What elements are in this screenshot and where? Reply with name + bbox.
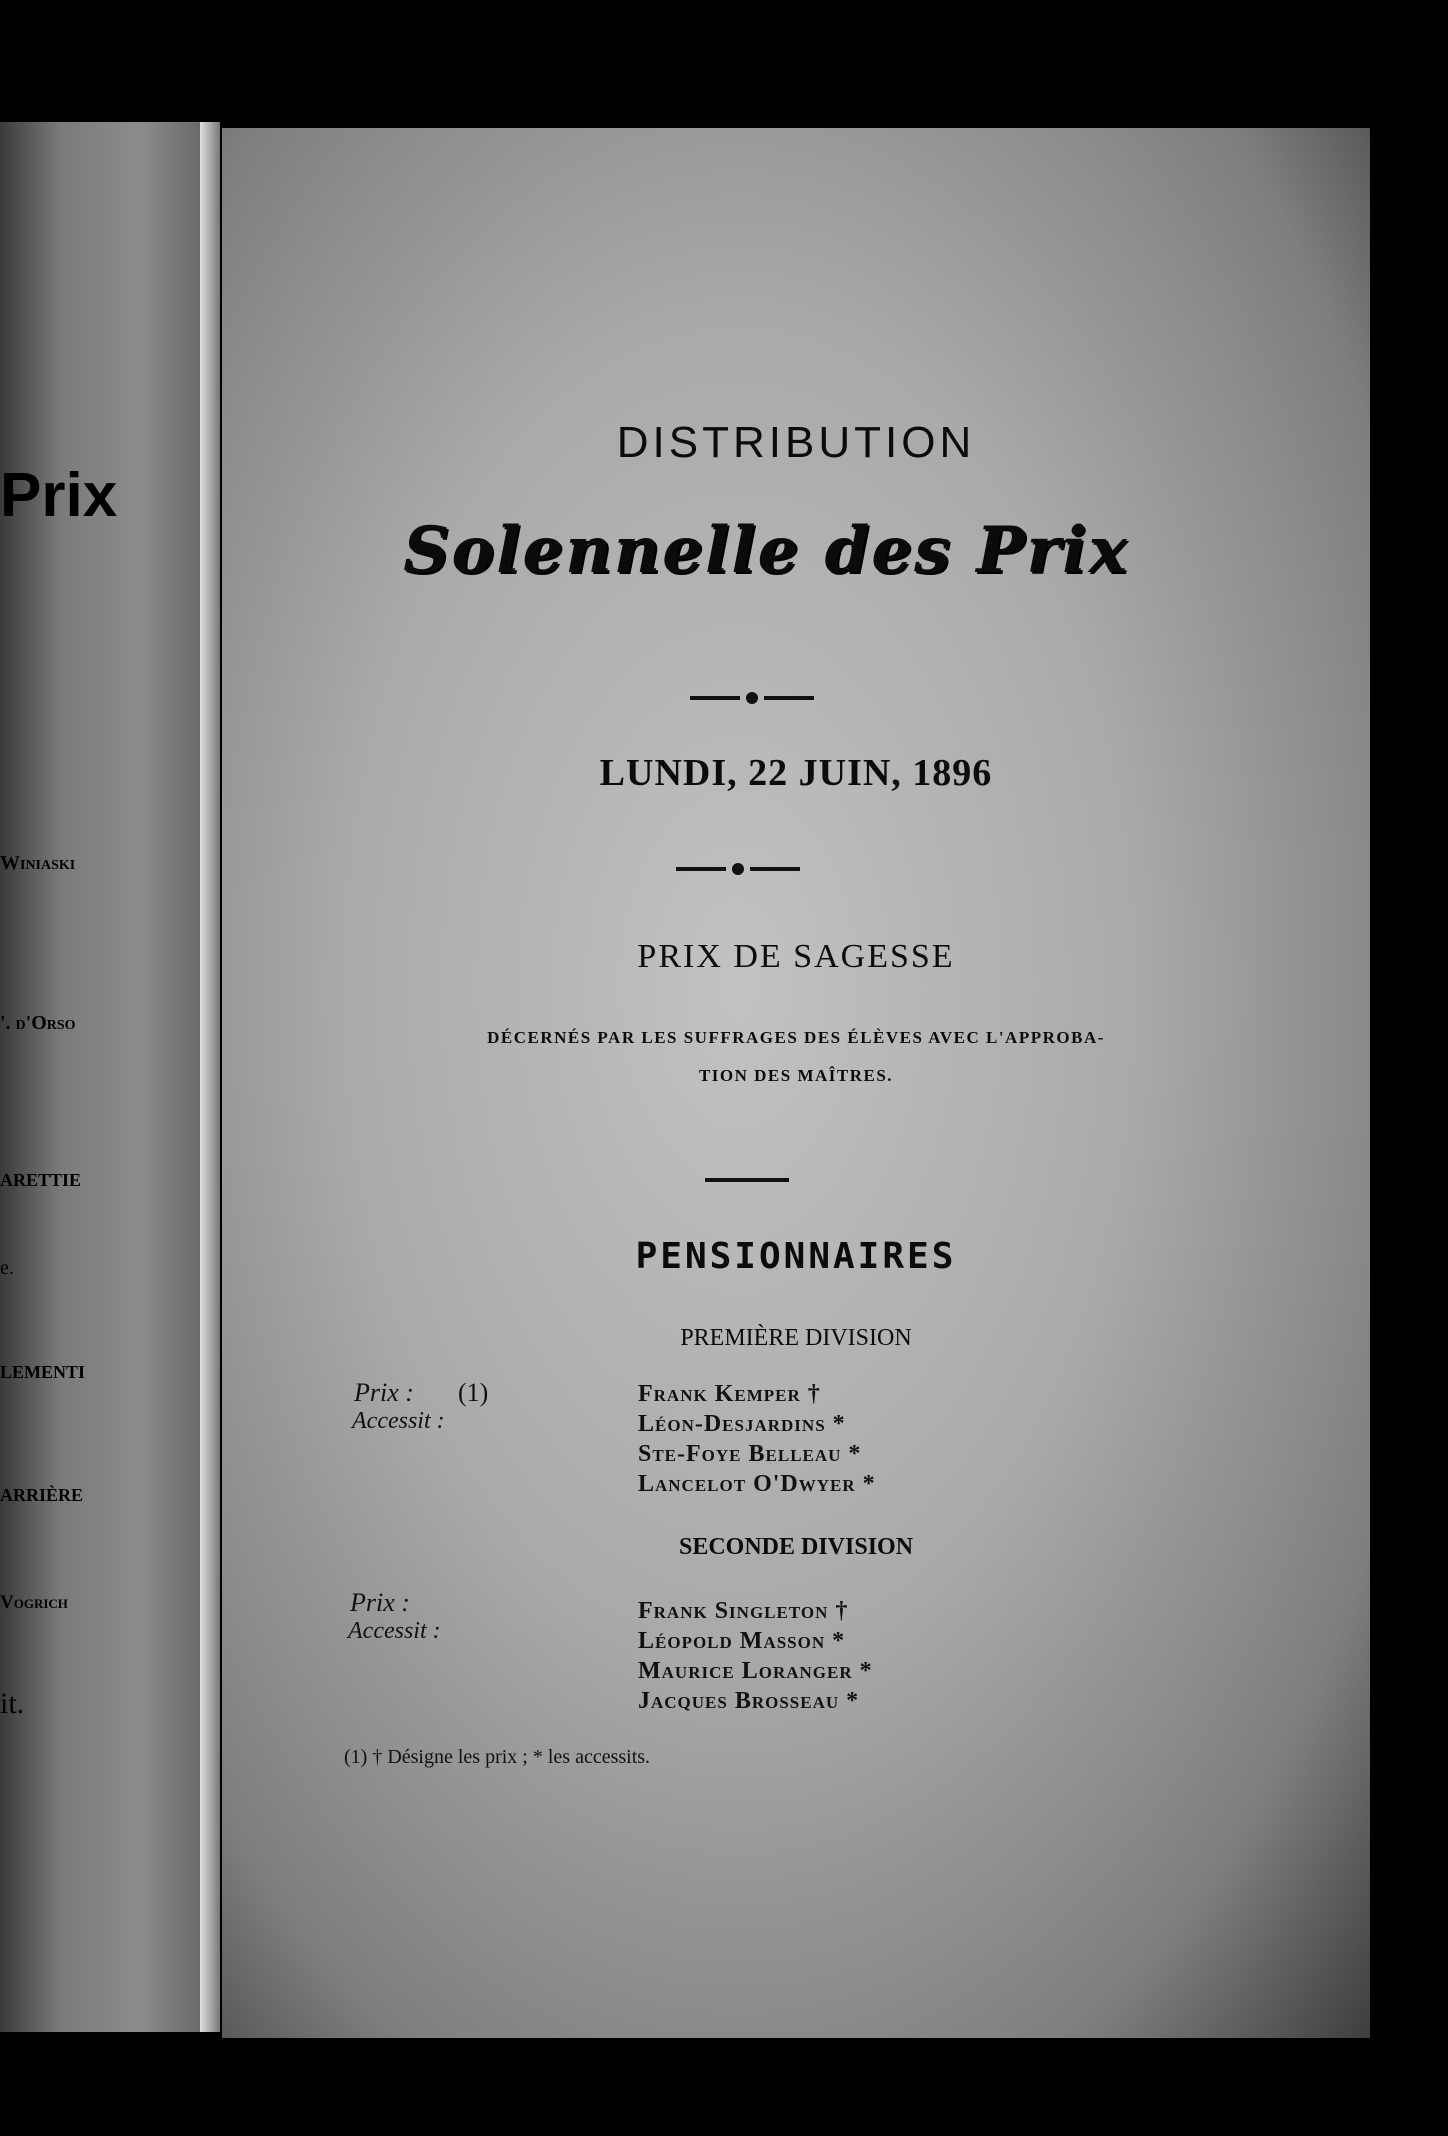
prize-winner: Frank Singleton †: [638, 1598, 849, 1624]
accessit-recipient: Léopold Masson *: [638, 1628, 846, 1654]
left-fragment: Winiaski: [0, 852, 76, 874]
section-title: PENSIONNAIRES: [635, 1236, 957, 1277]
prix-label: Prix :: [350, 1588, 410, 1617]
accessit-recipient: Lancelot O'Dwyer *: [638, 1471, 876, 1497]
page-subtitle: Solennelle des Prix: [403, 513, 1129, 588]
left-fragment: Prix: [0, 461, 118, 530]
event-date: LUNDI, 22 JUIN, 1896: [599, 752, 993, 794]
accessit-recipient: Ste-Foye Belleau *: [638, 1441, 862, 1467]
book-gutter: [200, 122, 220, 2032]
prize-winner: Frank Kemper †: [638, 1381, 821, 1407]
left-fragment: ARETTIE: [0, 1170, 82, 1190]
left-fragment: '. d'Orso: [0, 1012, 76, 1034]
left-fragment: ARRIÈRE: [0, 1485, 84, 1505]
accessit-recipient: Léon-Desjardins *: [638, 1411, 846, 1437]
page-title: DISTRIBUTION: [616, 418, 976, 467]
left-fragment: it.: [0, 1687, 25, 1720]
document-page: [222, 128, 1370, 2038]
accessit-recipient: Jacques Brosseau *: [638, 1688, 860, 1714]
division-title: PREMIÈRE DIVISION: [680, 1325, 912, 1351]
footnote: (1) † Désigne les prix ; * les accessits.: [344, 1746, 651, 1768]
accessit-label: Accessit :: [352, 1408, 445, 1434]
prize-heading: PRIX DE SAGESSE: [637, 938, 955, 975]
left-page-fragment: [0, 122, 200, 2032]
left-fragment: LEMENTI: [0, 1362, 86, 1382]
division-title: SECONDE DIVISION: [678, 1534, 914, 1560]
accessit-recipient: Maurice Loranger *: [638, 1658, 873, 1684]
left-fragment: Vogrich: [0, 1592, 68, 1613]
prix-label: Prix :: [354, 1378, 414, 1407]
footnote-marker: (1): [458, 1378, 489, 1407]
left-fragment: e.: [0, 1257, 14, 1279]
accessit-label: Accessit :: [348, 1618, 441, 1644]
prize-description: DÉCERNÉS PAR LES SUFFRAGES DES ÉLÈVES AVEC L'APPROBA-: [487, 1028, 1105, 1047]
divider-rule: [705, 1178, 789, 1182]
prize-description: TION DES MAÎTRES.: [698, 1066, 894, 1085]
